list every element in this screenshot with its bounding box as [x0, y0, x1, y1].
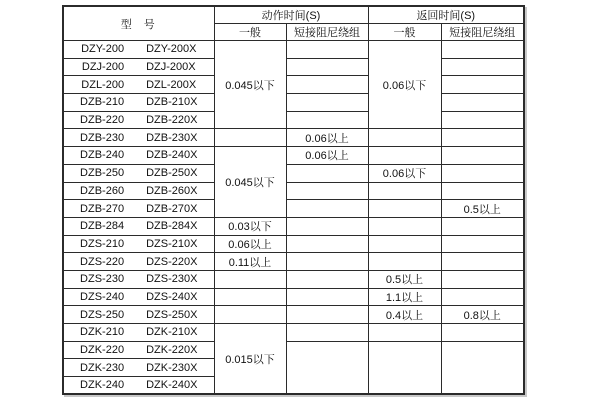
return-damping-cell: [441, 111, 524, 129]
action-general-cell: 0.045以下: [214, 147, 286, 218]
action-general-cell: [214, 270, 286, 288]
return-damping-cell: [441, 164, 524, 182]
model-cell: [63, 41, 214, 59]
model-pair: [64, 61, 214, 73]
return-general-cell: 0.4以上: [368, 306, 441, 324]
table-row: [63, 270, 524, 288]
model-cell: [63, 94, 214, 112]
model-base: DZS-210: [80, 237, 125, 250]
model-pair: [64, 96, 214, 108]
model-variant: DZS-220X: [146, 255, 198, 268]
table-row: [63, 111, 524, 129]
model-variant: DZB-250X: [146, 167, 198, 180]
model-variant: DZS-230X: [146, 273, 198, 286]
table-row: [63, 324, 524, 342]
return-general-cell: [368, 129, 441, 147]
model-cell: [63, 359, 214, 377]
return-damping-cell: [441, 288, 524, 306]
action-damping-cell: [286, 235, 368, 253]
model-cell: [63, 288, 214, 306]
return-general-cell: [368, 182, 441, 200]
return-damping-cell: [441, 129, 524, 147]
action-general-header: 一般: [214, 24, 286, 41]
model-cell: [63, 324, 214, 342]
model-variant: DZS-240X: [146, 290, 198, 303]
model-base: DZY-200: [81, 43, 125, 56]
model-variant: DZK-230X: [146, 361, 198, 374]
model-pair: [64, 203, 214, 215]
action-damping-cell: [286, 182, 368, 200]
model-base: DZB-240: [80, 149, 125, 162]
action-damping-cell: [286, 111, 368, 129]
model-cell: [63, 164, 214, 182]
return-damping-header: 短接阻尼绕组: [441, 24, 524, 41]
model-cell: [63, 58, 214, 76]
header-row-groups: [63, 6, 524, 24]
return-damping-cell: 0.8以上: [441, 306, 524, 324]
model-base: DZS-240: [80, 290, 125, 303]
model-variant: DZB-270X: [146, 202, 198, 215]
table-row: [63, 94, 524, 112]
table-body: [63, 41, 524, 395]
model-variant: DZK-220X: [146, 344, 198, 357]
return-damping-cell: [441, 235, 524, 253]
model-cell: [63, 147, 214, 165]
model-variant: DZY-200X: [146, 43, 197, 56]
model-base: DZK-210: [80, 326, 125, 339]
model-pair: [64, 256, 214, 268]
model-pair: [64, 132, 214, 144]
relay-spec-table: [62, 5, 525, 395]
model-variant: DZJ-200X: [146, 61, 196, 74]
model-base: DZL-200: [81, 78, 125, 91]
model-pair: [64, 291, 214, 303]
return-general-cell: [368, 200, 441, 218]
action-general-cell: [214, 288, 286, 306]
model-pair: [64, 379, 214, 391]
return-time-group-header: 返回时间(S): [368, 6, 524, 24]
return-damping-cell: [441, 341, 524, 394]
model-base: DZB-220: [80, 114, 125, 127]
return-damping-cell: [441, 76, 524, 94]
action-general-cell: 0.11以上: [214, 253, 286, 271]
model-cell: [63, 341, 214, 359]
model-cell: [63, 217, 214, 235]
model-pair: [64, 167, 214, 179]
action-general-cell: 0.045以下: [214, 41, 286, 129]
model-cell: [63, 270, 214, 288]
model-variant: DZS-210X: [146, 237, 198, 250]
return-general-cell: 0.5以上: [368, 270, 441, 288]
table-row: [63, 253, 524, 271]
model-base: DZB-260: [80, 184, 125, 197]
action-damping-cell: [286, 253, 368, 271]
model-variant: DZB-230X: [146, 131, 198, 144]
table-row: [63, 341, 524, 359]
model-cell: [63, 111, 214, 129]
return-general-cell: [368, 235, 441, 253]
model-variant: DZL-200X: [146, 78, 197, 91]
model-base: DZS-250: [80, 308, 125, 321]
model-variant: DZB-220X: [146, 114, 198, 127]
return-damping-cell: [441, 182, 524, 200]
model-base: DZK-230: [80, 361, 125, 374]
action-damping-cell: 0.06以上: [286, 147, 368, 165]
action-damping-cell: [286, 288, 368, 306]
action-damping-cell: [286, 58, 368, 76]
table-row: [63, 164, 524, 182]
action-damping-cell: [286, 200, 368, 218]
return-damping-cell: 0.5以上: [441, 200, 524, 218]
action-damping-cell: [286, 41, 368, 59]
action-damping-cell: [286, 164, 368, 182]
model-base: DZB-270: [80, 202, 125, 215]
action-damping-cell: [286, 306, 368, 324]
action-damping-cell: [286, 324, 368, 342]
table-row: [63, 288, 524, 306]
return-general-cell: 0.06以下: [368, 164, 441, 182]
return-general-cell: [368, 147, 441, 165]
return-general-cell: [368, 341, 441, 394]
table-row: [63, 235, 524, 253]
model-base: DZJ-200: [81, 61, 125, 74]
model-base: DZK-220: [80, 344, 125, 357]
return-general-cell: [368, 253, 441, 271]
model-base: DZB-230: [80, 131, 125, 144]
model-pair: [64, 309, 214, 321]
model-pair: [64, 238, 214, 250]
model-cell: [63, 253, 214, 271]
model-variant: DZK-240X: [146, 379, 198, 392]
spec-table-container: [62, 5, 525, 395]
table-row: [63, 147, 524, 165]
model-base: DZB-250: [80, 167, 125, 180]
model-pair: [64, 344, 214, 356]
model-pair: [64, 114, 214, 126]
action-damping-cell: [286, 217, 368, 235]
model-pair: [64, 185, 214, 197]
return-damping-cell: [441, 253, 524, 271]
model-cell: [63, 182, 214, 200]
model-base: DZS-220: [80, 255, 125, 268]
model-cell: [63, 306, 214, 324]
action-time-group-header: 动作时间(S): [214, 6, 368, 24]
return-damping-cell: [441, 270, 524, 288]
return-damping-cell: [441, 147, 524, 165]
model-base: DZK-240: [80, 379, 125, 392]
model-cell: [63, 129, 214, 147]
table-row: [63, 182, 524, 200]
table-row: [63, 217, 524, 235]
model-variant: DZK-210X: [146, 326, 198, 339]
model-column-header: 型 号: [63, 6, 214, 41]
return-general-cell: [368, 217, 441, 235]
return-general-header: 一般: [368, 24, 441, 41]
model-pair: [64, 149, 214, 161]
action-general-cell: 0.06以上: [214, 235, 286, 253]
action-general-cell: 0.015以下: [214, 324, 286, 395]
model-cell: [63, 200, 214, 218]
table-row: [63, 76, 524, 94]
model-variant: DZB-210X: [146, 96, 198, 109]
action-general-cell: 0.03以下: [214, 217, 286, 235]
action-damping-cell: [286, 341, 368, 394]
return-damping-cell: [441, 94, 524, 112]
model-cell: [63, 235, 214, 253]
action-damping-cell: 0.06以上: [286, 129, 368, 147]
return-general-cell: 1.1以上: [368, 288, 441, 306]
model-base: DZB-284: [80, 220, 125, 233]
action-damping-cell: [286, 270, 368, 288]
table-row: [63, 58, 524, 76]
table-row: [63, 306, 524, 324]
return-damping-cell: [441, 217, 524, 235]
model-variant: DZB-240X: [146, 149, 198, 162]
model-pair: [64, 220, 214, 232]
return-damping-cell: [441, 324, 524, 342]
model-pair: [64, 43, 214, 55]
model-pair: [64, 326, 214, 338]
action-damping-cell: [286, 76, 368, 94]
action-damping-header: 短接阻尼绕组: [286, 24, 368, 41]
return-damping-cell: [441, 41, 524, 59]
table-header: [63, 6, 524, 41]
return-general-cell: 0.06以下: [368, 41, 441, 129]
action-general-cell: [214, 129, 286, 147]
model-variant: DZB-284X: [146, 220, 198, 233]
model-cell: [63, 76, 214, 94]
action-general-cell: [214, 306, 286, 324]
return-damping-cell: [441, 58, 524, 76]
model-variant: DZB-260X: [146, 184, 198, 197]
table-row: [63, 41, 524, 59]
return-general-cell: [368, 324, 441, 342]
action-damping-cell: [286, 94, 368, 112]
model-base: DZB-210: [80, 96, 125, 109]
model-pair: [64, 273, 214, 285]
model-pair: [64, 362, 214, 374]
model-cell: [63, 377, 214, 395]
table-row: [63, 129, 524, 147]
model-variant: DZS-250X: [146, 308, 198, 321]
model-pair: [64, 79, 214, 91]
model-base: DZS-230: [80, 273, 125, 286]
table-row: [63, 200, 524, 218]
